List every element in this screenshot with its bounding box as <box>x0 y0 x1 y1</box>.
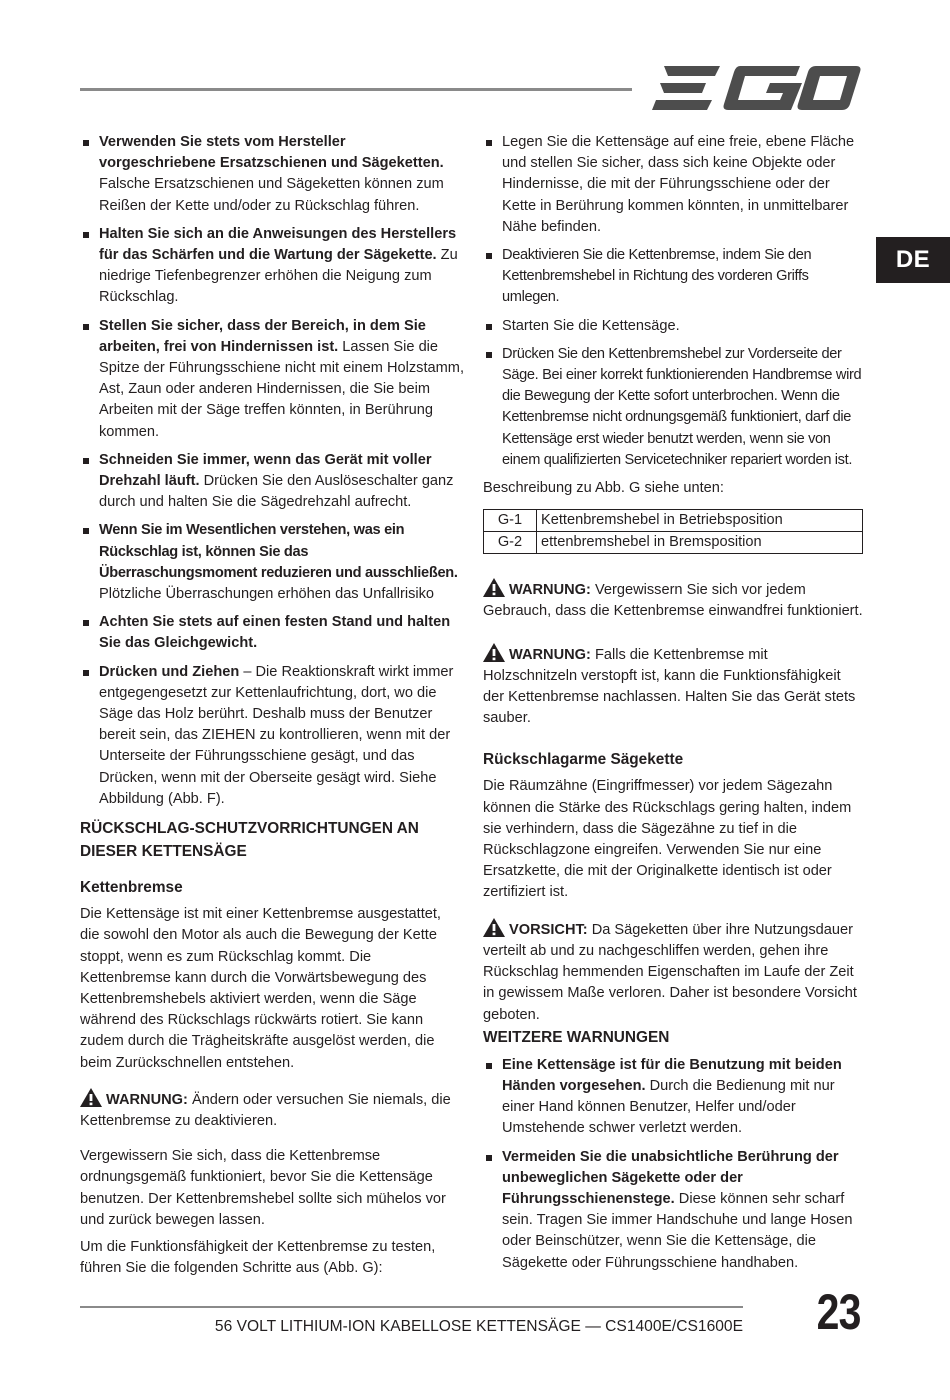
paragraph: Die Kettensäge ist mit einer Kettenbremse ausgestattet, die sowohl den Motor als auch die Bewegung der Kette stoppt, wenn es zum Rückschlag kommt. Die Kettenbremse kann durch die Vorwärtsbewegung des Kettenbremshebels aktiviert werden, wenn die Säge während des Rückschlags rückwärts rotiert. Sie kann zudem durch die Trägheitskräfte ausgelöst werden, die beim Zurückschnellen entstehen. <box>80 906 441 1071</box>
paragraph: Um die Funktionsfähigkeit der Kettenbremse zu testen, führen Sie die folgenden Schritte aus (Abb. G): <box>80 1238 436 1277</box>
list-item: Halten Sie sich an die Anweisungen des Herstellers für das Schärfen und die Wartung der Sägekette. Zu niedrige Tiefenbegrenzer erhöhen die Neigung zum Rückschlag. <box>80 224 464 309</box>
warning-icon <box>483 578 505 597</box>
table-cell-desc: Kettenbremshebel in Betriebsposition <box>537 510 863 532</box>
left-column <box>80 132 464 1279</box>
warning-note: WARNUNG: Vergewissern Sie sich vor jedem Gebrauch, dass die Kettenbremse einwandfrei funktioniert. <box>483 578 865 622</box>
list-item: Drücken Sie den Kettenbremshebel zur Vorderseite der Säge. Bei einer korrekt funktionierenden Handbremse wird die Bewegung der Kette sofort unterbrochen. Wenn die Kettenbremse nicht ordnungsgemäß funktioniert, darf die Kettensäge erst wieder benutzt werden, wenn sie von einem qualifizierten Servicetechniker repariert worden ist. <box>483 344 865 471</box>
footer-rule <box>80 1306 743 1308</box>
warning-note: WARNUNG: Falls die Kettenbremse mit Holzschnitzeln verstopft ist, kann die Funktionsfähigkeit der Kettenbremse nachlassen. Halten Sie das Gerät stets sauber. <box>483 643 865 730</box>
warnings-bullet-list <box>483 1055 865 1274</box>
section-title: WEITZERE WARNUNGEN <box>483 1028 670 1046</box>
list-item: Achten Sie stets auf einen festen Stand und halten Sie das Gleichgewicht. <box>80 612 464 654</box>
table-caption: Beschreibung zu Abb. G siehe unten: <box>483 480 724 497</box>
list-item: Legen Sie die Kettensäge auf eine freie, ebene Fläche und stellen Sie sicher, dass sich keine Objekte oder Hindernisse, die mit der Führungsschiene oder der Kette in Berührung kommen könnten, in unmittelbarer Nähe befinden. <box>483 132 865 238</box>
list-item: Schneiden Sie immer, wenn das Gerät mit voller Drehzahl läuft. Drücken Sie den Auslöseschalter ganz durch und halten Sie die Sägedrehzahl aufrecht. <box>80 450 464 514</box>
language-tab: DE <box>876 237 950 283</box>
table-cell-code: G-1 <box>484 510 537 532</box>
table-row <box>484 510 863 532</box>
list-item: Drücken und Ziehen – Die Reaktionskraft wirkt immer entgegengesetzt zur Kettenlaufrichtung, dort, wo die Säge das Holz berührt. Deshalb muss der Benutzer bereit sein, das ZIEHEN zu kontrollieren, wenn mit der Unterseite der Führungsschiene gesägt, und das Drücken, wenn mit der Oberseite gesägt wird. Siehe Abbildung (Abb. F). <box>80 662 464 810</box>
paragraph: Die Räumzähne (Eingriffmesser) vor jedem Sägezahn können die Stärke des Rückschlags gering halten, indem sie verhindern, dass die Sägezähne zu tief in die Rückschlagzone eingreifen. Verwenden Sie nur eine Ersatzkette, die mit der Originalkette identisch ist oder zertifiziert ist. <box>483 778 852 901</box>
list-item: Verwenden Sie stets vom Hersteller vorgeschriebene Ersatzschienen und Sägeketten. Falsche Ersatzschienen und Sägeketten können zum Reißen der Kette und/oder zu Rückschlag führen. <box>80 132 464 217</box>
warning-note: WARNUNG: Ändern oder versuchen Sie niemals, die Kettenbremse zu deaktivieren. <box>80 1088 464 1132</box>
subsection-title: Kettenbremse <box>80 879 183 897</box>
list-item: Wenn Sie im Wesentlichen verstehen, was ein Rückschlag ist, können Sie das Überraschungsmoment reduzieren und ausschließen. Plötzliche Überraschungen erhöhen das Unfallrisiko <box>80 520 464 605</box>
warning-icon <box>483 643 505 662</box>
list-item: Starten Sie die Kettensäge. <box>483 316 865 337</box>
warning-icon <box>80 1088 102 1107</box>
test-steps-list <box>483 132 865 471</box>
subsection-title: Rückschlagarme Sägekette <box>483 751 684 769</box>
table-cell-code: G-2 <box>484 532 537 554</box>
table-cell-desc: ettenbremshebel in Bremsposition <box>537 532 863 554</box>
caution-note: VORSICHT: Da Sägeketten über ihre Nutzungsdauer verteilt ab und zu nachgeschliffen werden, gehen ihre Rückschlag hemmenden Eigenschaften im Laufe der Zeit in gewissem Maße verloren. Daher ist besondere Vorsicht geboten. <box>483 918 865 1026</box>
footer-title: 56 VOLT LITHIUM-ION KABELLOSE KETTENSÄGE — CS1400E/CS1600E <box>214 1318 743 1335</box>
ego-logo <box>650 62 862 114</box>
section-title: RÜCKSCHLAG-SCHUTZVORRICHTUNGEN AN DIESER KETTENSÄGE <box>80 820 419 861</box>
list-item: Vermeiden Sie die unabsichtliche Berührung der unbeweglichen Sägekette oder der Führungsschienenstege. Diese können sehr scharf sein. Tragen Sie immer Handschuhe und lange Hosen oder Beinschützer, wenn Sie die Kettensäge, die Sägekette oder Führungsschiene handhaben. <box>483 1147 865 1274</box>
list-item: Eine Kettensäge ist für die Benutzung mit beiden Händen vorgesehen. Durch die Bedienung mit nur einer Hand können Benutzer, Helfer und/oder Umstehende schwer verletzt werden. <box>483 1055 865 1140</box>
right-column <box>483 132 865 1281</box>
left-bullet-list <box>80 132 464 810</box>
list-item: Stellen Sie sicher, dass der Bereich, in dem Sie arbeiten, frei von Hindernissen ist. Lassen Sie die Spitze der Führungsschiene nicht mit einem Holzstamm, Ast, Zaun oder anderen Hindernissen, die Sie beim Arbeiten mit der Säge treffen könnten, in Berührung kommen. <box>80 316 464 443</box>
page-number: 23 <box>817 1284 861 1340</box>
list-item: Deaktivieren Sie die Kettenbremse, indem Sie den Kettenbremshebel in Richtung des vorderen Griffs umlegen. <box>483 245 865 309</box>
paragraph: Vergewissern Sie sich, dass die Kettenbremse ordnungsgemäß funktioniert, bevor Sie die Kettensäge benutzen. Der Kettenbremshebel sollte sich mühelos vor und zurück bewegen lassen. <box>80 1148 446 1228</box>
header-rule <box>80 88 632 91</box>
figure-g-table <box>483 509 863 554</box>
table-row <box>484 532 863 554</box>
warning-icon <box>483 918 505 937</box>
